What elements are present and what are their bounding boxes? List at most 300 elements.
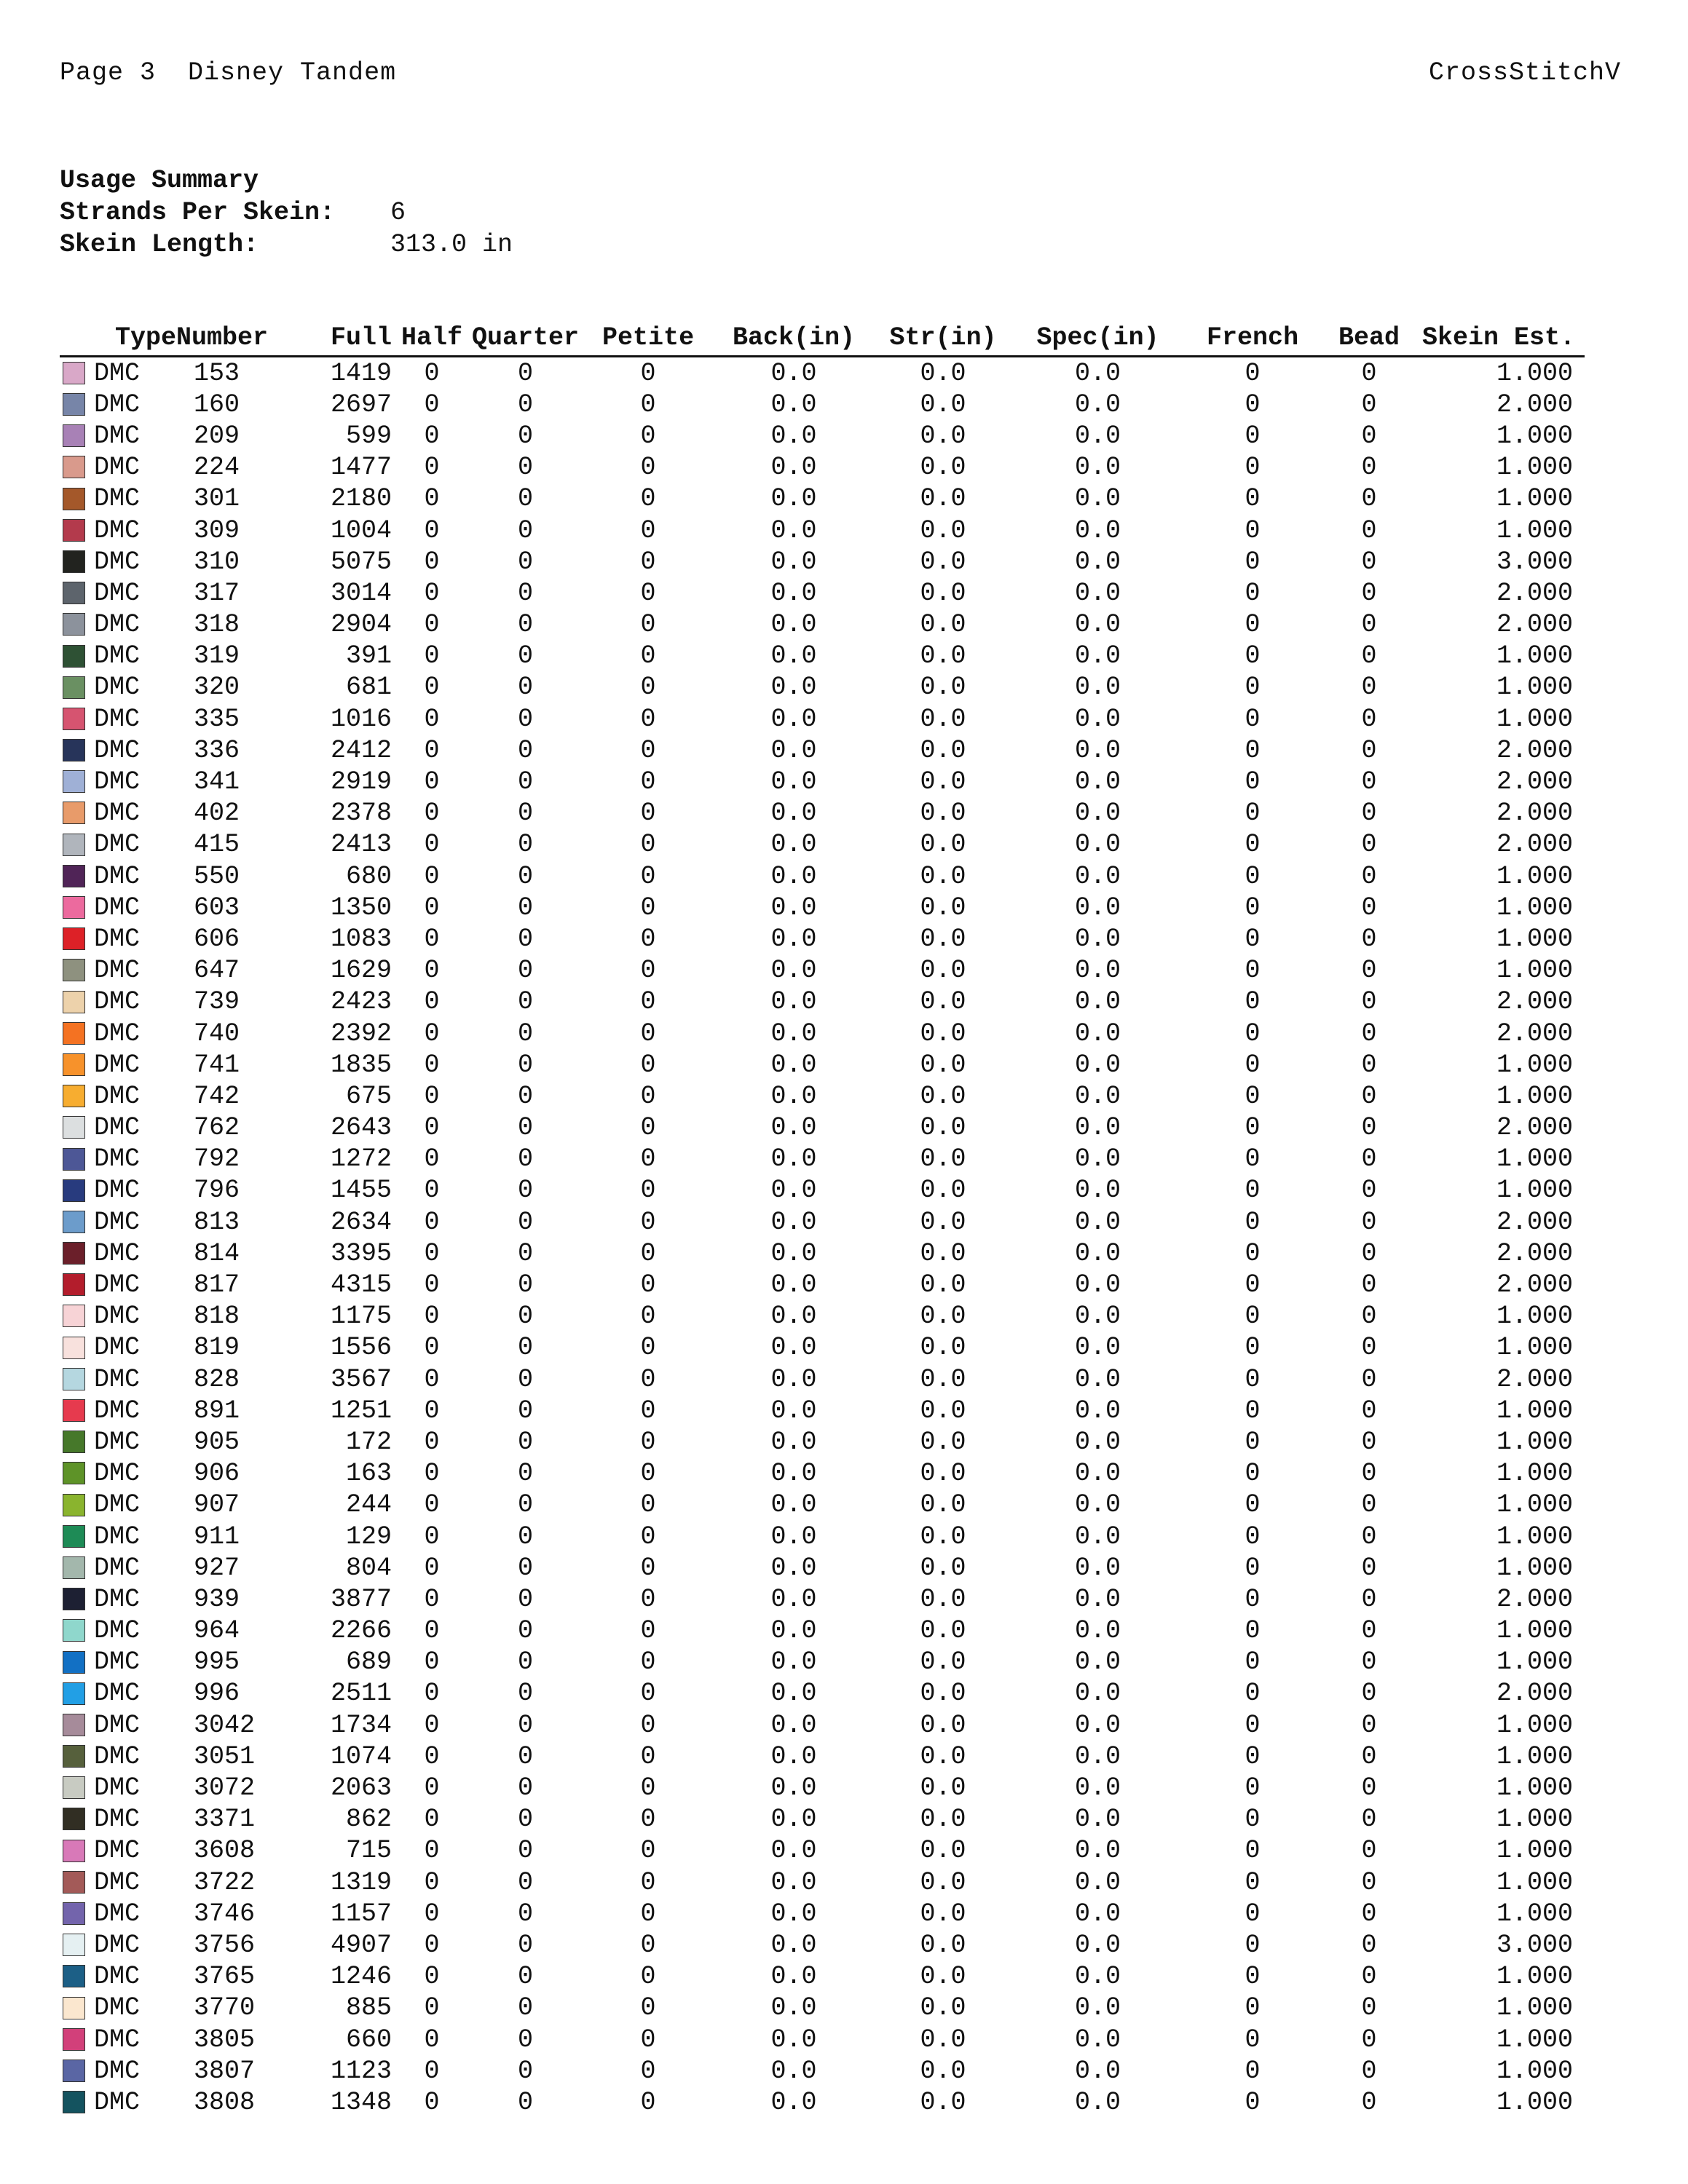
- cell-type: [60, 1552, 176, 1583]
- cell-full: 1272: [331, 1144, 393, 1174]
- cell-spec: 0.0: [1075, 924, 1121, 954]
- cell-str: 0.0: [920, 704, 966, 734]
- cell-quarter: 0: [518, 2025, 534, 2054]
- cell-type: [60, 1521, 176, 1552]
- cell-skein: 2.000: [1496, 389, 1574, 419]
- cell-petite: 0: [640, 1679, 656, 1709]
- cell-full: 885: [346, 1993, 393, 2023]
- table-row: [60, 420, 1585, 451]
- cell-str: 0.0: [920, 1144, 966, 1174]
- cell-type: [60, 546, 176, 577]
- cell-back: 0.0: [770, 515, 817, 545]
- cell-full: 3567: [331, 1364, 393, 1394]
- cell-bead: 0: [1361, 1333, 1377, 1363]
- color-swatch: [63, 550, 85, 573]
- cell-str: 0.0: [920, 1993, 966, 2023]
- cell-skein: 1.000: [1496, 1773, 1574, 1803]
- color-swatch: [63, 1022, 85, 1045]
- color-swatch: [63, 1619, 85, 1642]
- cell-quarter: 0: [518, 799, 534, 828]
- cell-bead: 0: [1361, 453, 1377, 483]
- cell-bead: 0: [1361, 704, 1377, 734]
- cell-type: [60, 1426, 176, 1457]
- cell-number: 907: [194, 1490, 240, 1520]
- cell-french: 0: [1245, 1396, 1261, 1425]
- cell-back: 0.0: [770, 1427, 817, 1457]
- color-swatch: [63, 1148, 85, 1171]
- color-swatch: [63, 1840, 85, 1862]
- strands-value: 6: [390, 198, 406, 227]
- cell-type: [60, 389, 176, 420]
- cell-french: 0: [1245, 735, 1261, 765]
- table-row: [60, 1301, 1585, 1332]
- cell-number: 647: [194, 956, 240, 986]
- cell-type: [60, 452, 176, 483]
- cell-french: 0: [1245, 893, 1261, 922]
- type-label: DMC: [94, 987, 141, 1017]
- cell-number: 335: [194, 704, 240, 734]
- cell-quarter: 0: [518, 893, 534, 922]
- cell-quarter: 0: [518, 830, 534, 860]
- cell-bead: 0: [1361, 987, 1377, 1017]
- cell-str: 0.0: [920, 767, 966, 797]
- cell-quarter: 0: [518, 1836, 534, 1866]
- cell-quarter: 0: [518, 704, 534, 734]
- cell-type: [60, 1206, 176, 1238]
- type-label: DMC: [94, 1396, 141, 1425]
- cell-french: 0: [1245, 1333, 1261, 1363]
- cell-skein: 1.000: [1496, 1867, 1574, 1897]
- color-swatch: [63, 1682, 85, 1705]
- cell-skein: 1.000: [1496, 1993, 1574, 2023]
- strands-row: [60, 197, 513, 229]
- cell-back: 0.0: [770, 1207, 817, 1237]
- cell-half: 0: [424, 704, 440, 734]
- cell-full: 2392: [331, 1018, 393, 1048]
- cell-back: 0.0: [770, 484, 817, 514]
- cell-back: 0.0: [770, 673, 817, 703]
- cell-french: 0: [1245, 861, 1261, 891]
- cell-full: 4907: [331, 1930, 393, 1960]
- cell-spec: 0.0: [1075, 610, 1121, 640]
- color-swatch: [63, 2028, 85, 2051]
- cell-number: 3805: [194, 2025, 256, 2054]
- color-swatch: [63, 959, 85, 981]
- cell-full: 1419: [331, 358, 393, 388]
- cell-back: 0.0: [770, 578, 817, 608]
- type-label: DMC: [94, 830, 141, 860]
- cell-full: 1074: [331, 1741, 393, 1771]
- cell-str: 0.0: [920, 641, 966, 671]
- color-swatch: [63, 1808, 85, 1830]
- cell-back: 0.0: [770, 1050, 817, 1080]
- cell-quarter: 0: [518, 358, 534, 388]
- type-label: DMC: [94, 735, 141, 765]
- cell-number: 3608: [194, 1836, 256, 1866]
- cell-skein: 1.000: [1496, 453, 1574, 483]
- type-label: DMC: [94, 1553, 141, 1583]
- cell-full: 2511: [331, 1679, 393, 1709]
- cell-spec: 0.0: [1075, 421, 1121, 451]
- cell-french: 0: [1245, 2025, 1261, 2054]
- cell-petite: 0: [640, 767, 656, 797]
- cell-full: 1350: [331, 893, 393, 922]
- cell-petite: 0: [640, 861, 656, 891]
- cell-bead: 0: [1361, 1584, 1377, 1614]
- cell-french: 0: [1245, 641, 1261, 671]
- cell-str: 0.0: [920, 1930, 966, 1960]
- cell-bead: 0: [1361, 1773, 1377, 1803]
- cell-spec: 0.0: [1075, 1144, 1121, 1174]
- cell-str: 0.0: [920, 1522, 966, 1551]
- cell-spec: 0.0: [1075, 1081, 1121, 1111]
- cell-str: 0.0: [920, 515, 966, 545]
- cell-type: [60, 609, 176, 641]
- color-swatch: [63, 1053, 85, 1076]
- cell-french: 0: [1245, 1962, 1261, 1992]
- cell-number: 739: [194, 987, 240, 1017]
- cell-back: 0.0: [770, 1553, 817, 1583]
- color-swatch: [63, 896, 85, 919]
- cell-str: 0.0: [920, 1081, 966, 1111]
- cell-quarter: 0: [518, 1050, 534, 1080]
- cell-bead: 0: [1361, 1050, 1377, 1080]
- color-swatch: [63, 1179, 85, 1202]
- cell-str: 0.0: [920, 1459, 966, 1489]
- cell-bead: 0: [1361, 2087, 1377, 2117]
- cell-french: 0: [1245, 1773, 1261, 1803]
- cell-number: 818: [194, 1302, 240, 1332]
- cell-str: 0.0: [920, 2056, 966, 2086]
- cell-number: 160: [194, 389, 240, 419]
- cell-french: 0: [1245, 767, 1261, 797]
- cell-str: 0.0: [920, 1616, 966, 1646]
- cell-back: 0.0: [770, 735, 817, 765]
- cell-back: 0.0: [770, 1113, 817, 1143]
- cell-bead: 0: [1361, 1364, 1377, 1394]
- cell-number: 310: [194, 547, 240, 577]
- cell-french: 0: [1245, 1113, 1261, 1143]
- cell-spec: 0.0: [1075, 578, 1121, 608]
- cell-number: 905: [194, 1427, 240, 1457]
- cell-french: 0: [1245, 2056, 1261, 2086]
- cell-french: 0: [1245, 1302, 1261, 1332]
- cell-type: [60, 1301, 176, 1332]
- cell-quarter: 0: [518, 1396, 534, 1425]
- cell-petite: 0: [640, 1647, 656, 1677]
- cell-half: 0: [424, 1647, 440, 1677]
- cell-skein: 1.000: [1496, 641, 1574, 671]
- table-row: [60, 1521, 1585, 1552]
- cell-spec: 0.0: [1075, 2056, 1121, 2086]
- table-row: [60, 1772, 1585, 1803]
- cell-number: 964: [194, 1616, 240, 1646]
- col-header-quarter: Quarter: [472, 320, 579, 357]
- cell-number: 3807: [194, 2056, 256, 2086]
- cell-skein: 1.000: [1496, 1081, 1574, 1111]
- cell-number: 762: [194, 1113, 240, 1143]
- page-header-title: Page 3 Disney Tandem: [60, 58, 397, 87]
- type-label: DMC: [94, 2056, 141, 2086]
- cell-type: [60, 1080, 176, 1112]
- cell-french: 0: [1245, 1364, 1261, 1394]
- table-row: [60, 1741, 1585, 1772]
- cell-french: 0: [1245, 1741, 1261, 1771]
- type-label: DMC: [94, 453, 141, 483]
- cell-type: [60, 1364, 176, 1395]
- table-row: [60, 2086, 1585, 2118]
- type-label: DMC: [94, 1773, 141, 1803]
- cell-quarter: 0: [518, 1805, 534, 1835]
- cell-petite: 0: [640, 1962, 656, 1992]
- cell-petite: 0: [640, 641, 656, 671]
- cell-number: 3770: [194, 1993, 256, 2023]
- cell-petite: 0: [640, 1238, 656, 1268]
- cell-french: 0: [1245, 1427, 1261, 1457]
- cell-quarter: 0: [518, 1522, 534, 1551]
- cell-skein: 1.000: [1496, 1899, 1574, 1928]
- cell-french: 0: [1245, 1081, 1261, 1111]
- cell-full: 675: [346, 1081, 393, 1111]
- cell-half: 0: [424, 1805, 440, 1835]
- cell-type: [60, 1898, 176, 1929]
- cell-type: [60, 1458, 176, 1489]
- cell-str: 0.0: [920, 924, 966, 954]
- color-swatch: [63, 1116, 85, 1139]
- cell-bead: 0: [1361, 1018, 1377, 1048]
- cell-skein: 2.000: [1496, 735, 1574, 765]
- table-row: [60, 1049, 1585, 1080]
- cell-spec: 0.0: [1075, 1993, 1121, 2023]
- cell-skein: 1.000: [1496, 1962, 1574, 1992]
- cell-spec: 0.0: [1075, 673, 1121, 703]
- cell-petite: 0: [640, 1113, 656, 1143]
- color-swatch: [63, 2060, 85, 2082]
- cell-petite: 0: [640, 1050, 656, 1080]
- cell-number: 3765: [194, 1962, 256, 1992]
- color-swatch: [63, 802, 85, 824]
- cell-type: [60, 1961, 176, 1993]
- cell-french: 0: [1245, 1647, 1261, 1677]
- cell-half: 0: [424, 1490, 440, 1520]
- table-row: [60, 1175, 1585, 1206]
- type-label: DMC: [94, 1710, 141, 1740]
- table-row: [60, 1993, 1585, 2024]
- cell-back: 0.0: [770, 799, 817, 828]
- cell-quarter: 0: [518, 1616, 534, 1646]
- cell-bead: 0: [1361, 1522, 1377, 1551]
- table-row: [60, 546, 1585, 577]
- cell-back: 0.0: [770, 1396, 817, 1425]
- table-row: [60, 1647, 1585, 1678]
- summary-title: Usage Summary: [60, 166, 259, 195]
- cell-skein: 1.000: [1496, 1427, 1574, 1457]
- cell-bead: 0: [1361, 578, 1377, 608]
- table-row: [60, 672, 1585, 703]
- cell-french: 0: [1245, 1679, 1261, 1709]
- type-label: DMC: [94, 1459, 141, 1489]
- type-label: DMC: [94, 1270, 141, 1300]
- type-label: DMC: [94, 1144, 141, 1174]
- cell-half: 0: [424, 2025, 440, 2054]
- cell-skein: 1.000: [1496, 673, 1574, 703]
- cell-str: 0.0: [920, 1710, 966, 1740]
- cell-full: 2634: [331, 1207, 393, 1237]
- cell-full: 2643: [331, 1113, 393, 1143]
- type-label: DMC: [94, 1616, 141, 1646]
- table-row: [60, 892, 1585, 923]
- cell-full: 172: [346, 1427, 393, 1457]
- cell-french: 0: [1245, 421, 1261, 451]
- cell-half: 0: [424, 1522, 440, 1551]
- type-label: DMC: [94, 956, 141, 986]
- cell-str: 0.0: [920, 830, 966, 860]
- cell-petite: 0: [640, 1584, 656, 1614]
- table-row: [60, 1961, 1585, 1993]
- cell-skein: 2.000: [1496, 1113, 1574, 1143]
- cell-skein: 2.000: [1496, 799, 1574, 828]
- cell-back: 0.0: [770, 1270, 817, 1300]
- cell-french: 0: [1245, 453, 1261, 483]
- cell-french: 0: [1245, 1207, 1261, 1237]
- cell-type: [60, 2055, 176, 2086]
- cell-str: 0.0: [920, 1207, 966, 1237]
- cell-spec: 0.0: [1075, 1741, 1121, 1771]
- cell-skein: 1.000: [1496, 924, 1574, 954]
- cell-skein: 1.000: [1496, 1710, 1574, 1740]
- cell-back: 0.0: [770, 1144, 817, 1174]
- cell-full: 1004: [331, 515, 393, 545]
- color-swatch: [63, 1965, 85, 1987]
- cell-number: 796: [194, 1176, 240, 1206]
- cell-skein: 1.000: [1496, 1836, 1574, 1866]
- cell-type: [60, 829, 176, 860]
- cell-full: 804: [346, 1553, 393, 1583]
- cell-bead: 0: [1361, 1270, 1377, 1300]
- cell-bead: 0: [1361, 1427, 1377, 1457]
- cell-spec: 0.0: [1075, 1176, 1121, 1206]
- cell-bead: 0: [1361, 421, 1377, 451]
- cell-spec: 0.0: [1075, 1302, 1121, 1332]
- cell-skein: 1.000: [1496, 1522, 1574, 1551]
- type-label: DMC: [94, 1018, 141, 1048]
- cell-str: 0.0: [920, 1270, 966, 1300]
- color-swatch: [63, 1997, 85, 2019]
- table-row: [60, 609, 1585, 641]
- cell-full: 1251: [331, 1396, 393, 1425]
- cell-quarter: 0: [518, 1962, 534, 1992]
- col-header-skein-est: Skein Est.: [1413, 320, 1585, 357]
- cell-petite: 0: [640, 1270, 656, 1300]
- cell-half: 0: [424, 1144, 440, 1174]
- cell-skein: 2.000: [1496, 1238, 1574, 1268]
- cell-quarter: 0: [518, 1113, 534, 1143]
- cell-quarter: 0: [518, 1459, 534, 1489]
- type-label: DMC: [94, 578, 141, 608]
- type-label: DMC: [94, 2025, 141, 2054]
- usage-table: [60, 320, 1585, 2118]
- cell-spec: 0.0: [1075, 1930, 1121, 1960]
- cell-french: 0: [1245, 1584, 1261, 1614]
- type-label: DMC: [94, 1427, 141, 1457]
- cell-quarter: 0: [518, 1144, 534, 1174]
- cell-spec: 0.0: [1075, 1584, 1121, 1614]
- cell-number: 3371: [194, 1805, 256, 1835]
- type-label: DMC: [94, 799, 141, 828]
- cell-str: 0.0: [920, 1427, 966, 1457]
- table-row: [60, 1269, 1585, 1300]
- cell-back: 0.0: [770, 2056, 817, 2086]
- table-row: [60, 923, 1585, 954]
- type-label: DMC: [94, 1993, 141, 2023]
- table-row: [60, 1867, 1585, 1898]
- cell-quarter: 0: [518, 1710, 534, 1740]
- table-row: [60, 1898, 1585, 1929]
- table-row: [60, 577, 1585, 609]
- cell-full: 1629: [331, 956, 393, 986]
- cell-back: 0.0: [770, 893, 817, 922]
- cell-quarter: 0: [518, 641, 534, 671]
- cell-str: 0.0: [920, 1867, 966, 1897]
- cell-number: 336: [194, 735, 240, 765]
- type-label: DMC: [94, 1930, 141, 1960]
- cell-petite: 0: [640, 2056, 656, 2086]
- cell-quarter: 0: [518, 2056, 534, 2086]
- cell-number: 153: [194, 358, 240, 388]
- cell-str: 0.0: [920, 799, 966, 828]
- table-row: [60, 766, 1585, 797]
- cell-half: 0: [424, 1867, 440, 1897]
- cell-back: 0.0: [770, 1993, 817, 2023]
- cell-type: [60, 1929, 176, 1961]
- cell-number: 603: [194, 893, 240, 922]
- cell-quarter: 0: [518, 1018, 534, 1048]
- type-label: DMC: [94, 1867, 141, 1897]
- cell-str: 0.0: [920, 1805, 966, 1835]
- cell-back: 0.0: [770, 1930, 817, 1960]
- cell-petite: 0: [640, 358, 656, 388]
- color-swatch: [63, 424, 85, 447]
- table-row: [60, 1364, 1585, 1395]
- cell-type: [60, 735, 176, 766]
- cell-full: 391: [346, 641, 393, 671]
- cell-str: 0.0: [920, 1302, 966, 1332]
- col-header-spec: Spec(in): [1016, 320, 1180, 357]
- length-row: [60, 229, 513, 261]
- cell-french: 0: [1245, 1836, 1261, 1866]
- cell-full: 1319: [331, 1867, 393, 1897]
- cell-skein: 1.000: [1496, 1459, 1574, 1489]
- cell-back: 0.0: [770, 421, 817, 451]
- cell-number: 814: [194, 1238, 240, 1268]
- color-swatch: [63, 927, 85, 950]
- cell-spec: 0.0: [1075, 641, 1121, 671]
- cell-bead: 0: [1361, 735, 1377, 765]
- type-label: DMC: [94, 610, 141, 640]
- cell-full: 1123: [331, 2056, 393, 2086]
- table-row: [60, 1678, 1585, 1709]
- table-row: [60, 735, 1585, 766]
- color-swatch: [63, 1525, 85, 1548]
- cell-str: 0.0: [920, 987, 966, 1017]
- table-row: [60, 1080, 1585, 1112]
- cell-full: 1175: [331, 1302, 393, 1332]
- cell-half: 0: [424, 1050, 440, 1080]
- cell-petite: 0: [640, 1302, 656, 1332]
- cell-full: 1477: [331, 453, 393, 483]
- cell-half: 0: [424, 893, 440, 922]
- cell-back: 0.0: [770, 389, 817, 419]
